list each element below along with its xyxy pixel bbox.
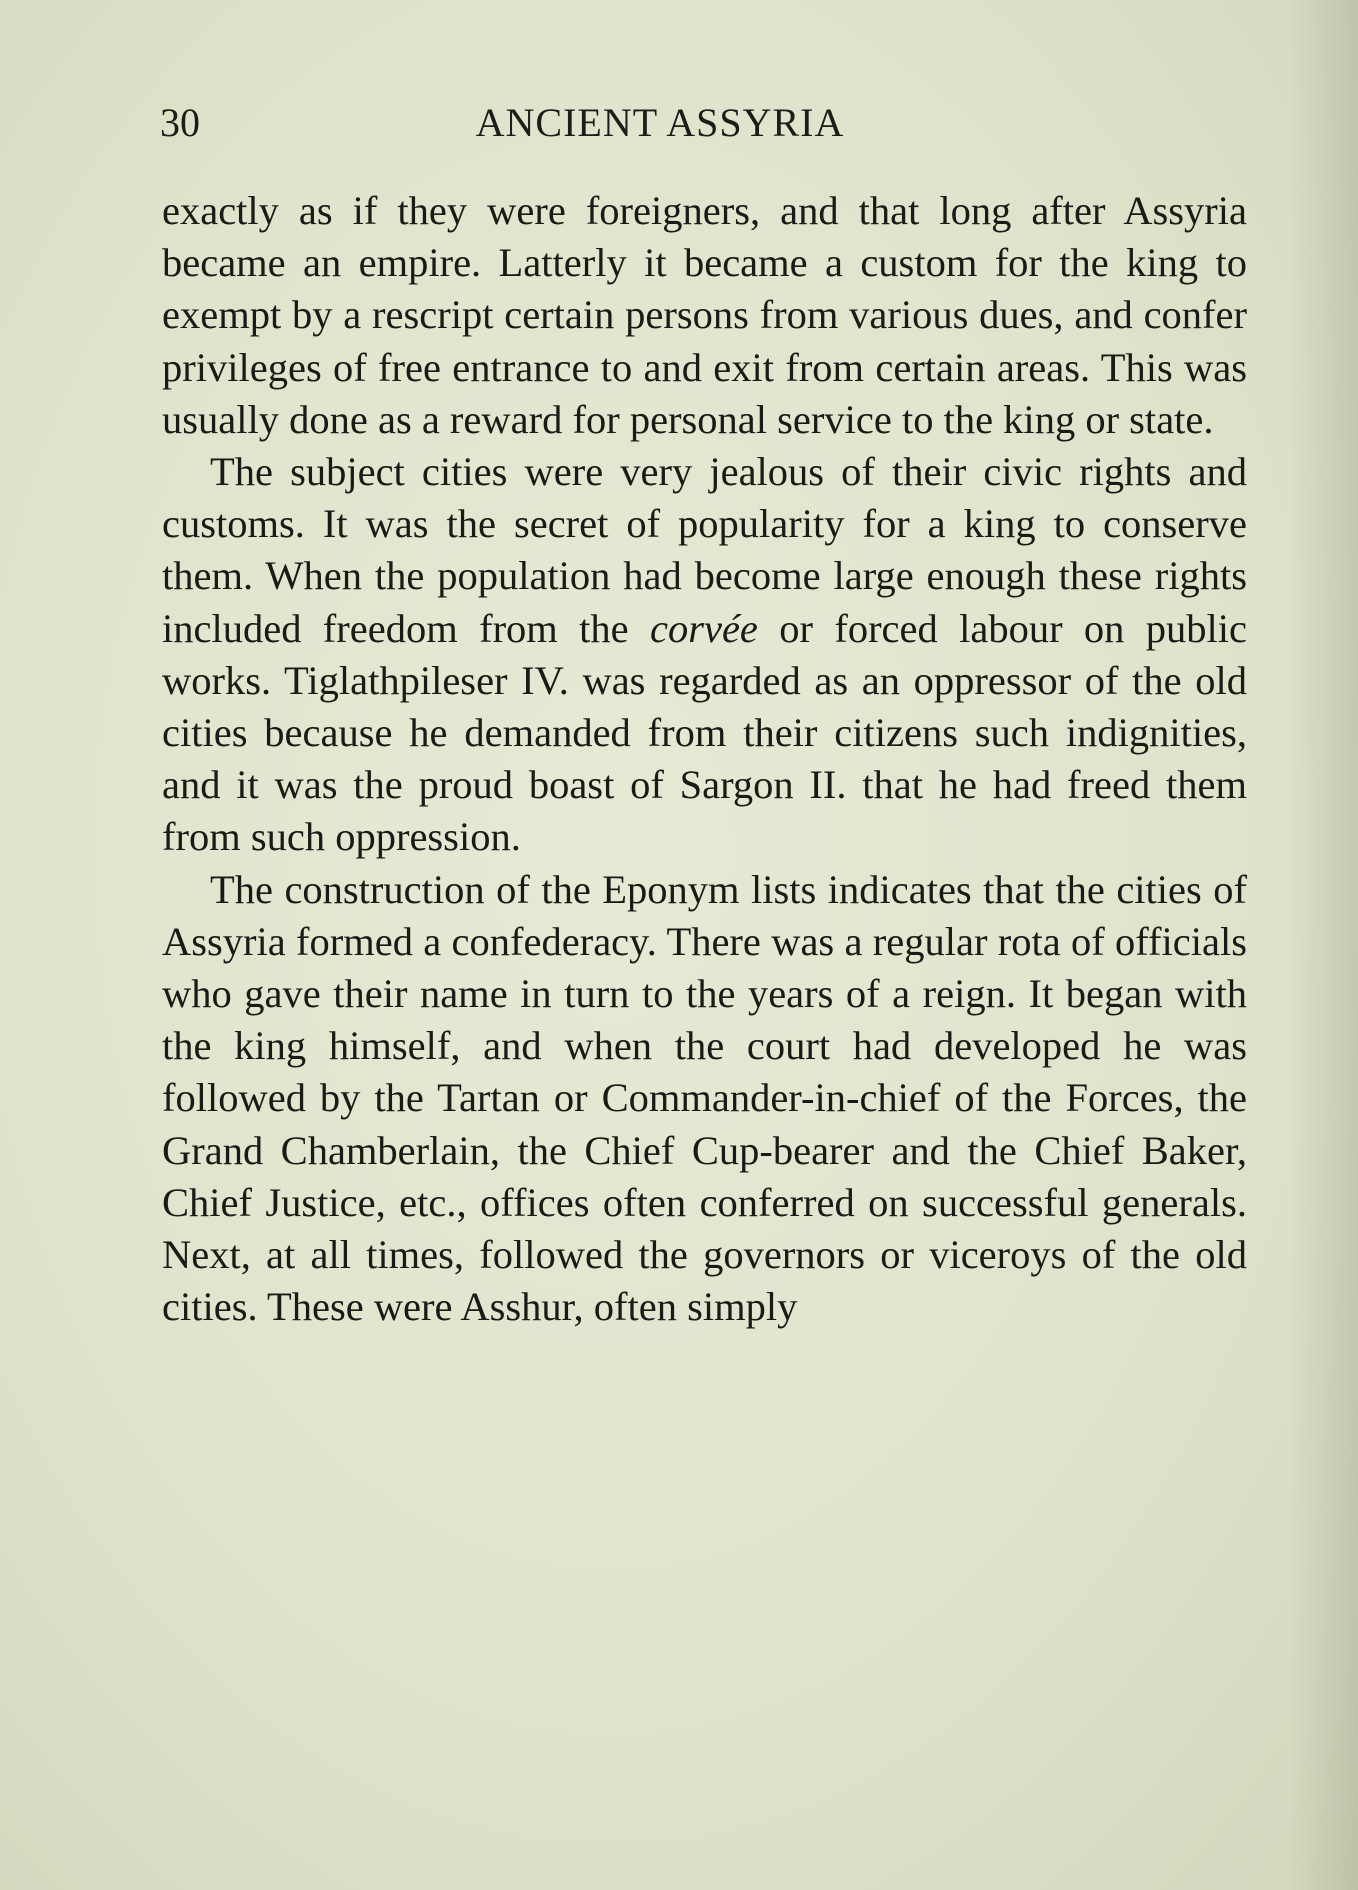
running-title: ANCIENT ASSYRIA [475, 100, 845, 145]
body-text [162, 185, 1247, 1333]
paragraph-2 [162, 446, 1247, 864]
paragraph-1 [162, 185, 1247, 446]
running-head [160, 98, 1240, 158]
paragraph-text: The construction of the Eponym lists indicates that the cities of Assyria formed a confederacy. There was a regular rota of officials who gave their name in turn to the years of a reign. It began with the king himself, and when the court had developed he was followed by the Tartan or Commander-in-chief of the Forces, the Grand Chamberlain, the Chief Cup-bearer and the Chief Baker, Chief Justice, etc., offices often conferred on successful generals. Next, at all times, followed the governors or viceroys of the old cities. These were Asshur, often simply [162, 866, 1247, 1330]
page-number: 30 [160, 100, 200, 145]
page-edge-shadow [1288, 0, 1358, 1890]
paragraph-text: The subject cities were very jealous of their civic rights and customs. It was the secret of popularity for a king to conserve them. When the population had become large enough these rights included freedom from the [162, 449, 1247, 651]
paragraph-3 [162, 864, 1247, 1334]
paragraph-text: exactly as if they were foreigners, and that long after Assyria became an empire. Latterly it became a custom for the king to exempt by a rescript certain persons from various dues, and confer privileges of free entrance to and exit from certain areas. This was usually done as a reward for personal service to the king or state. [162, 188, 1247, 442]
paragraph-text: or forced labour on public works. Tiglathpileser IV. was regarded as an oppressor of the old cities because he demanded from their citizens such indignities, and it was the proud boast of Sargon II. that he had freed them from such oppression. [162, 605, 1247, 860]
italic-term: corvée [649, 605, 758, 651]
